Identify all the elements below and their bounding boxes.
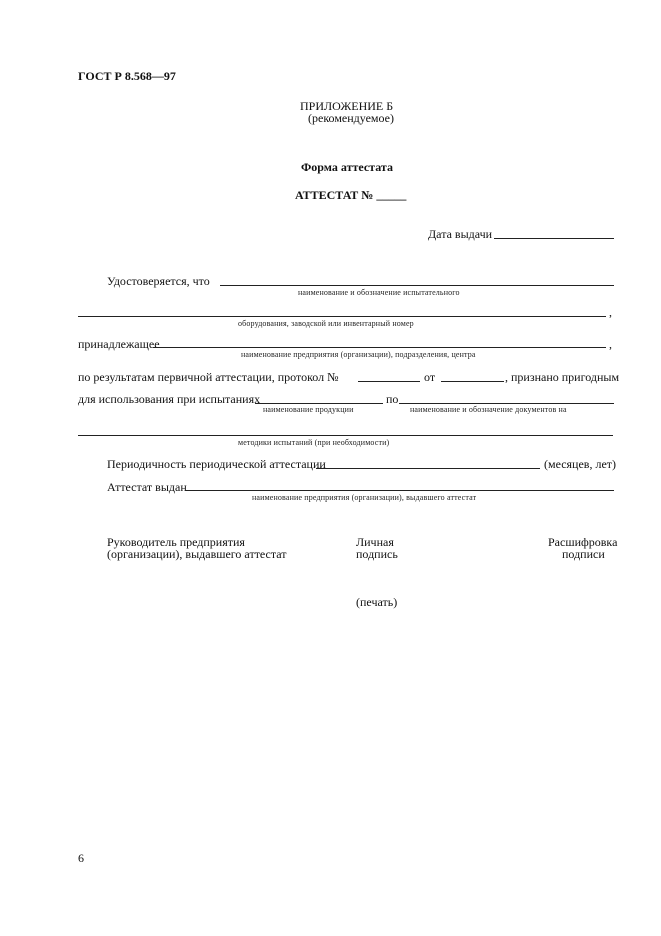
belongs-label: принадлежащее (78, 337, 160, 351)
head-title-line1: Руководитель предприятия (107, 535, 245, 549)
signature-decode-line2: подписи (562, 547, 605, 561)
protocol-from-label: от (424, 370, 436, 384)
issuer-org-caption: наименование предприятия (организации), выдавшего аттестат (252, 493, 477, 502)
periodicity-label: Периодичность периодической аттестации (107, 457, 326, 471)
head-title-line2: (организации), выдавшего аттестат (107, 547, 287, 561)
protocol-date-field[interactable] (441, 381, 504, 382)
personal-signature-line1: Личная (356, 535, 394, 549)
issued-by-label: Аттестат выдан (107, 480, 187, 494)
owner-org-field[interactable] (153, 347, 606, 348)
periodicity-field[interactable] (316, 468, 540, 469)
test-methods-field[interactable] (78, 435, 613, 436)
periodicity-unit: (месяцев, лет) (544, 457, 617, 471)
issue-date-field[interactable] (494, 238, 614, 239)
owner-org-caption: наименование предприятия (организации), подразделения, центра (241, 350, 476, 359)
test-equipment-name-field[interactable] (220, 285, 614, 286)
personal-signature-line2: подпись (356, 547, 398, 561)
product-name-caption: наименование продукции (263, 405, 354, 414)
line-comma: , (609, 305, 612, 319)
signature-decode-line1: Расшифровка (548, 535, 618, 549)
certificate-heading: АТТЕСТАТ № _____ (295, 188, 407, 202)
appendix-subtitle: (рекомендуемое) (308, 111, 394, 125)
protocol-prefix: по результатам первичной аттестации, протокол № (78, 370, 339, 384)
protocol-number-field[interactable] (358, 381, 420, 382)
page-number: 6 (78, 851, 84, 865)
certifies-label: Удостоверяется, что (107, 274, 210, 288)
usage-by-label: по (386, 392, 399, 406)
test-methods-caption: методики испытаний (при необходимости) (238, 438, 390, 447)
test-equipment-name-caption: наименование и обозначение испытательного (298, 288, 460, 297)
equipment-numbers-field[interactable] (78, 316, 606, 317)
usage-prefix: для использования при испытаниях (78, 392, 261, 406)
protocol-suffix: , признано пригодным (505, 370, 620, 384)
issuer-org-field[interactable] (185, 490, 614, 491)
equipment-numbers-caption: оборудования, заводской или инвентарный номер (238, 319, 414, 328)
issue-date-label: Дата выдачи (428, 227, 493, 241)
stamp-label: (печать) (356, 595, 398, 609)
appendix-title: ПРИЛОЖЕНИЕ Б (300, 99, 394, 113)
documents-caption: наименование и обозначение документов на (410, 405, 567, 414)
product-name-field[interactable] (255, 403, 383, 404)
form-title: Форма аттестата (301, 160, 393, 174)
documents-field[interactable] (399, 403, 614, 404)
line-comma: , (609, 337, 612, 351)
document-standard-code: ГОСТ Р 8.568—97 (78, 69, 176, 83)
